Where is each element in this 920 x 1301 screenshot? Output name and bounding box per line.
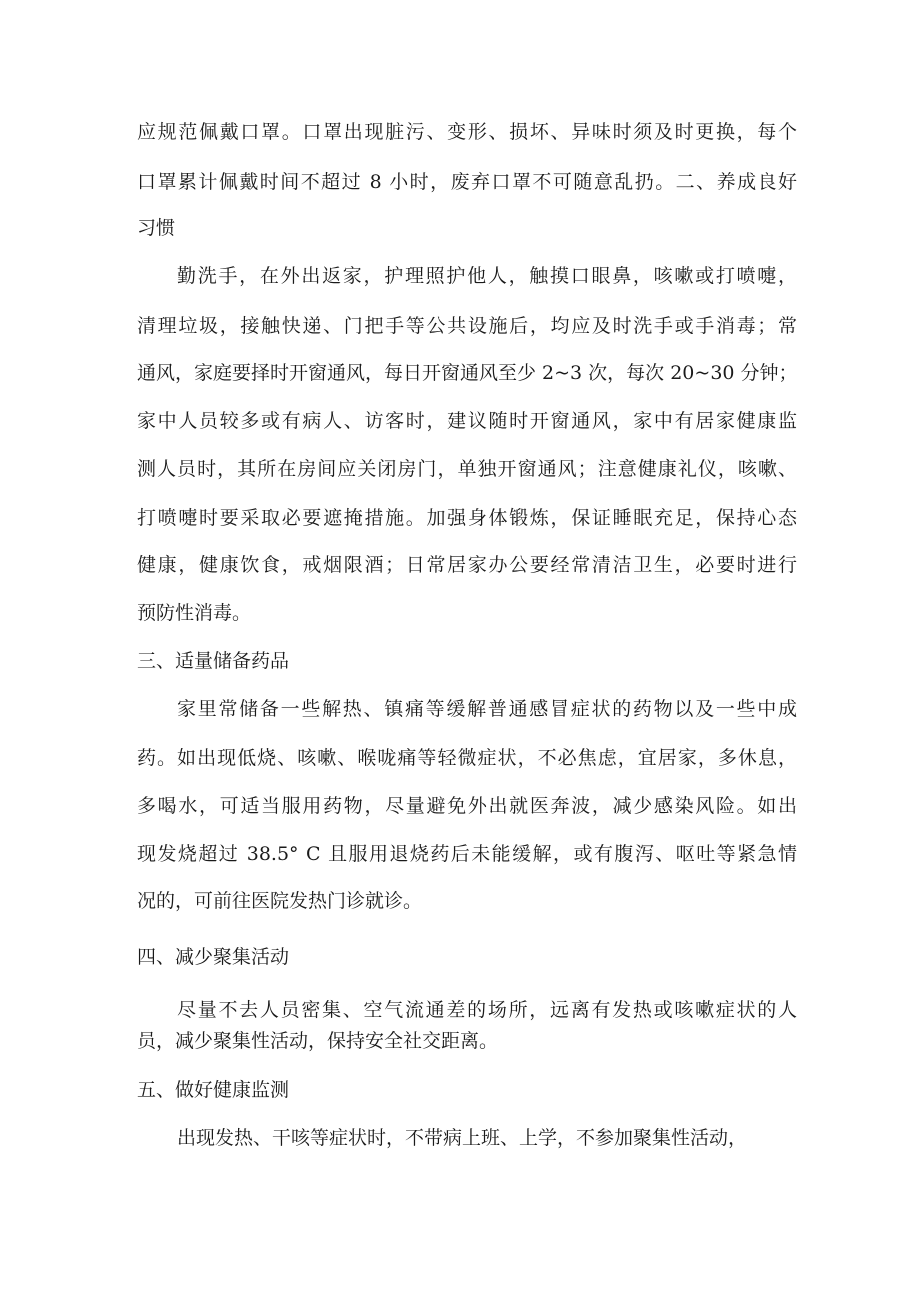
paragraph-line: 现发烧超过 38.5° C 且服用退烧药后未能缓解，或有腹泻、呕吐等紧急情: [137, 843, 797, 865]
section-heading: 五、做好健康监测: [137, 1079, 290, 1101]
paragraph-line: 出现发热、干咳等症状时，不带病上班、上学，不参加聚集性活动，: [177, 1127, 748, 1149]
section-heading: 三、适量储备药品: [137, 650, 290, 672]
paragraph-line: 应规范佩戴口罩。口罩出现脏污、变形、损坏、异味时须及时更换，每个: [137, 121, 797, 143]
paragraph-line: 打喷嚏时要采取必要遮掩措施。加强身体锻炼，保证睡眠充足，保持心态: [137, 507, 797, 529]
paragraph-line: 通风，家庭要择时开窗通风，每日开窗通风至少 2~3 次，每次 20~30 分钟；: [137, 362, 798, 384]
paragraph-line: 多喝水，可适当服用药物，尽量避免外出就医奔波，减少感染风险。如出: [137, 795, 797, 817]
paragraph-line: 药。如出现低烧、咳嗽、喉咙痛等轻微症状，不必焦虑，宜居家，多休息，: [137, 747, 797, 769]
paragraph-line: 习惯: [137, 217, 176, 239]
section-heading: 四、减少聚集活动: [137, 946, 290, 968]
paragraph-line: 口罩累计佩戴时间不超过 8 小时，废弃口罩不可随意乱扔。二、养成良好: [137, 171, 797, 193]
paragraph-line: 勤洗手，在外出返家，护理照护他人，触摸口眼鼻，咳嗽或打喷嚏，: [177, 265, 797, 287]
paragraph-line: 家里常储备一些解热、镇痛等缓解普通感冒症状的药物以及一些中成: [177, 698, 797, 720]
paragraph-line: 测人员时，其所在房间应关闭房门，单独开窗通风；注意健康礼仪，咳嗽、: [137, 458, 797, 480]
paragraph-line: 清理垃圾，接触快递、门把手等公共设施后，均应及时洗手或手消毒；常: [137, 315, 797, 337]
paragraph-line: 预防性消毒。: [137, 602, 252, 624]
paragraph-line: 家中人员较多或有病人、访客时，建议随时开窗通风，家中有居家健康监: [137, 410, 797, 432]
paragraph-line: 员，减少聚集性活动，保持安全社交距离。: [137, 1030, 499, 1052]
paragraph-line: 况的，可前往医院发热门诊就诊。: [137, 890, 423, 912]
paragraph-line: 尽量不去人员密集、空气流通差的场所，远离有发热或咳嗽症状的人: [177, 999, 797, 1021]
paragraph-line: 健康，健康饮食，戒烟限酒；日常居家办公要经常清洁卫生，必要时进行: [137, 554, 797, 576]
